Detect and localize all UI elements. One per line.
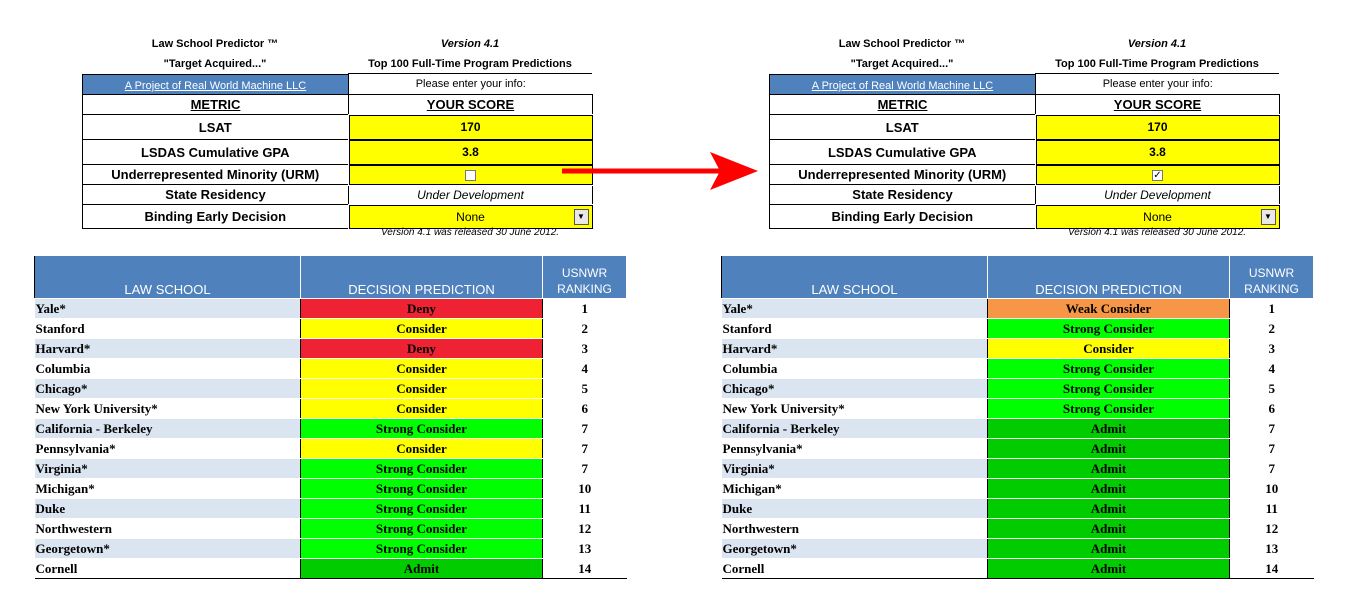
ranking-cell: 11 bbox=[1230, 499, 1314, 519]
school-name: Pennsylvania* bbox=[35, 439, 301, 459]
lsat-label: LSAT bbox=[770, 115, 1036, 140]
school-name: Northwestern bbox=[722, 519, 988, 539]
ranking-cell: 14 bbox=[1230, 559, 1314, 579]
metric-header: METRIC bbox=[83, 95, 349, 115]
school-name: New York University* bbox=[35, 399, 301, 419]
table-row bbox=[35, 539, 627, 559]
decision-prediction-cell: Strong Consider bbox=[301, 419, 543, 439]
school-name: Duke bbox=[722, 499, 988, 519]
residency-value: Under Development bbox=[1036, 185, 1280, 205]
ranking-cell: 12 bbox=[543, 519, 627, 539]
decision-prediction-cell: Strong Consider bbox=[988, 379, 1230, 399]
predictor-panel-left bbox=[34, 0, 634, 604]
ranking-cell: 12 bbox=[1230, 519, 1314, 539]
ranking-cell: 7 bbox=[1230, 439, 1314, 459]
subtitle: Top 100 Full-Time Program Predictions bbox=[348, 54, 592, 74]
decision-prediction-cell: Consider bbox=[301, 439, 543, 459]
decision-prediction-cell: Strong Consider bbox=[301, 519, 543, 539]
urm-cell bbox=[1036, 165, 1280, 185]
ranking-header-line2: RANKING bbox=[1244, 282, 1299, 296]
lsat-label: LSAT bbox=[83, 115, 349, 140]
decision-prediction-cell: Deny bbox=[301, 339, 543, 359]
table-row bbox=[35, 499, 627, 519]
app-title: Law School Predictor ™ bbox=[838, 38, 966, 50]
table-row bbox=[35, 379, 627, 399]
decision-prediction-cell: Strong Consider bbox=[301, 539, 543, 559]
project-cell bbox=[770, 75, 1036, 95]
school-name: California - Berkeley bbox=[722, 419, 988, 439]
table-row bbox=[722, 519, 1314, 539]
ranking-cell: 6 bbox=[543, 399, 627, 419]
decision-prediction-cell: Strong Consider bbox=[301, 479, 543, 499]
dropdown-arrow-icon[interactable]: ▼ bbox=[574, 209, 589, 225]
school-name: Georgetown* bbox=[35, 539, 301, 559]
school-name: Yale* bbox=[722, 299, 988, 319]
decision-prediction-cell: Strong Consider bbox=[988, 319, 1230, 339]
table-row bbox=[722, 359, 1314, 379]
school-name: Pennsylvania* bbox=[722, 439, 988, 459]
title-row bbox=[82, 34, 592, 54]
decision-prediction-cell: Admit bbox=[988, 479, 1230, 499]
ranking-cell: 5 bbox=[543, 379, 627, 399]
table-row bbox=[722, 399, 1314, 419]
lsat-input[interactable]: 170 bbox=[1036, 115, 1280, 140]
decision-prediction-cell: Admit bbox=[988, 519, 1230, 539]
bed-dropdown[interactable] bbox=[1036, 205, 1280, 229]
table-row bbox=[35, 459, 627, 479]
decision-prediction-cell: Consider bbox=[301, 359, 543, 379]
decision-prediction-cell: Admit bbox=[988, 499, 1230, 519]
table-row bbox=[722, 539, 1314, 559]
bed-label: Binding Early Decision bbox=[83, 205, 349, 229]
tagline: "Target Acquired..." bbox=[163, 58, 267, 70]
school-name: Harvard* bbox=[722, 339, 988, 359]
ranking-cell: 6 bbox=[1230, 399, 1314, 419]
project-cell bbox=[83, 75, 349, 95]
gpa-label: LSDAS Cumulative GPA bbox=[770, 140, 1036, 165]
ranking-cell: 4 bbox=[1230, 359, 1314, 379]
ranking-cell: 10 bbox=[543, 479, 627, 499]
decision-prediction-header: DECISION PREDICTION bbox=[301, 256, 543, 299]
decision-prediction-cell: Strong Consider bbox=[301, 499, 543, 519]
app-title: Law School Predictor ™ bbox=[151, 38, 279, 50]
ranking-cell: 1 bbox=[543, 299, 627, 319]
ranking-cell: 11 bbox=[543, 499, 627, 519]
school-name: Virginia* bbox=[722, 459, 988, 479]
decision-prediction-cell: Consider bbox=[301, 399, 543, 419]
school-name: Virginia* bbox=[35, 459, 301, 479]
table-row bbox=[35, 319, 627, 339]
red-arrow-icon bbox=[560, 150, 760, 192]
table-row bbox=[722, 419, 1314, 439]
urm-label: Underrepresented Minority (URM) bbox=[770, 165, 1036, 185]
ranking-cell: 3 bbox=[1230, 339, 1314, 359]
bed-value: None bbox=[456, 209, 485, 224]
school-name: Columbia bbox=[35, 359, 301, 379]
urm-cell bbox=[349, 165, 593, 185]
lsat-input[interactable]: 170 bbox=[349, 115, 593, 140]
decision-prediction-cell: Consider bbox=[301, 319, 543, 339]
gpa-input[interactable]: 3.8 bbox=[1036, 140, 1280, 165]
table-row bbox=[35, 299, 627, 319]
decision-prediction-cell: Strong Consider bbox=[988, 359, 1230, 379]
decision-prediction-cell: Consider bbox=[301, 379, 543, 399]
decision-prediction-cell: Strong Consider bbox=[988, 399, 1230, 419]
table-row bbox=[35, 339, 627, 359]
law-school-header: LAW SCHOOL bbox=[722, 256, 988, 299]
school-name: Cornell bbox=[35, 559, 301, 579]
decision-prediction-cell: Consider bbox=[988, 339, 1230, 359]
ranking-cell: 14 bbox=[543, 559, 627, 579]
ranking-cell: 2 bbox=[543, 319, 627, 339]
ranking-cell: 7 bbox=[543, 439, 627, 459]
school-name: Harvard* bbox=[35, 339, 301, 359]
subtitle: Top 100 Full-Time Program Predictions bbox=[1035, 54, 1279, 74]
subtitle-row bbox=[82, 54, 592, 74]
decision-prediction-cell: Admit bbox=[988, 419, 1230, 439]
table-row bbox=[35, 399, 627, 419]
enter-info-label: Please enter your info: bbox=[1036, 75, 1280, 95]
school-name: Georgetown* bbox=[722, 539, 988, 559]
gpa-label: LSDAS Cumulative GPA bbox=[83, 140, 349, 165]
ranking-cell: 13 bbox=[543, 539, 627, 559]
ranking-cell: 4 bbox=[543, 359, 627, 379]
table-row bbox=[35, 419, 627, 439]
ranking-cell: 3 bbox=[543, 339, 627, 359]
residency-label: State Residency bbox=[83, 185, 349, 205]
decision-prediction-cell: Strong Consider bbox=[301, 459, 543, 479]
school-name: Michigan* bbox=[35, 479, 301, 499]
decision-prediction-cell: Admit bbox=[988, 539, 1230, 559]
ranking-header bbox=[543, 256, 627, 299]
school-name: California - Berkeley bbox=[35, 419, 301, 439]
residency-label: State Residency bbox=[770, 185, 1036, 205]
urm-checkbox[interactable] bbox=[465, 170, 476, 181]
table-row bbox=[35, 519, 627, 539]
ranking-header-line2: RANKING bbox=[557, 282, 612, 296]
your-score-header: YOUR SCORE bbox=[349, 95, 593, 115]
law-school-header: LAW SCHOOL bbox=[35, 256, 301, 299]
version-label: Version 4.1 bbox=[440, 38, 500, 50]
version-label: Version 4.1 bbox=[1127, 38, 1187, 50]
predictions-table bbox=[721, 255, 1314, 579]
title-row bbox=[769, 34, 1279, 54]
bed-value: None bbox=[1143, 209, 1172, 224]
decision-prediction-cell: Deny bbox=[301, 299, 543, 319]
table-row bbox=[722, 459, 1314, 479]
ranking-cell: 7 bbox=[543, 459, 627, 479]
school-name: Chicago* bbox=[35, 379, 301, 399]
bed-label: Binding Early Decision bbox=[770, 205, 1036, 229]
ranking-cell: 2 bbox=[1230, 319, 1314, 339]
table-row bbox=[722, 339, 1314, 359]
release-note: Version 4.1 was released 30 June 2012. bbox=[380, 227, 560, 238]
predictions-table bbox=[34, 255, 627, 579]
dropdown-arrow-icon[interactable]: ▼ bbox=[1261, 209, 1276, 225]
ranking-cell: 13 bbox=[1230, 539, 1314, 559]
school-name: Michigan* bbox=[722, 479, 988, 499]
ranking-header-line1: USNWR bbox=[1248, 266, 1295, 280]
release-note: Version 4.1 was released 30 June 2012. bbox=[1067, 227, 1247, 238]
gpa-input[interactable]: 3.8 bbox=[349, 140, 593, 165]
table-row bbox=[35, 559, 627, 579]
ranking-header bbox=[1230, 256, 1314, 299]
school-name: Stanford bbox=[722, 319, 988, 339]
ranking-cell: 10 bbox=[1230, 479, 1314, 499]
decision-prediction-cell: Admit bbox=[988, 459, 1230, 479]
ranking-header-line1: USNWR bbox=[561, 266, 608, 280]
school-name: Northwestern bbox=[35, 519, 301, 539]
school-name: Stanford bbox=[35, 319, 301, 339]
table-row bbox=[35, 439, 627, 459]
ranking-cell: 7 bbox=[1230, 459, 1314, 479]
score-input-table bbox=[82, 74, 594, 230]
decision-prediction-cell: Admit bbox=[988, 439, 1230, 459]
table-row bbox=[722, 559, 1314, 579]
school-name: Cornell bbox=[722, 559, 988, 579]
score-input-table bbox=[769, 74, 1281, 230]
school-name: Chicago* bbox=[722, 379, 988, 399]
table-row bbox=[722, 439, 1314, 459]
school-name: Duke bbox=[35, 499, 301, 519]
ranking-cell: 1 bbox=[1230, 299, 1314, 319]
ranking-cell: 7 bbox=[543, 419, 627, 439]
table-row bbox=[35, 479, 627, 499]
project-link[interactable]: A Project of Real World Machine LLC bbox=[124, 80, 307, 92]
subtitle-row bbox=[769, 54, 1279, 74]
decision-prediction-cell: Admit bbox=[301, 559, 543, 579]
predictor-panel-right bbox=[721, 0, 1321, 604]
table-row bbox=[722, 499, 1314, 519]
decision-prediction-cell: Admit bbox=[988, 559, 1230, 579]
tagline: "Target Acquired..." bbox=[850, 58, 954, 70]
residency-value: Under Development bbox=[349, 185, 593, 205]
enter-info-label: Please enter your info: bbox=[349, 75, 593, 95]
decision-prediction-header: DECISION PREDICTION bbox=[988, 256, 1230, 299]
your-score-header: YOUR SCORE bbox=[1036, 95, 1280, 115]
table-row bbox=[35, 359, 627, 379]
school-name: Yale* bbox=[35, 299, 301, 319]
urm-checkbox[interactable]: ✓ bbox=[1153, 169, 1162, 181]
urm-label: Underrepresented Minority (URM) bbox=[83, 165, 349, 185]
decision-prediction-cell: Weak Consider bbox=[988, 299, 1230, 319]
school-name: Columbia bbox=[722, 359, 988, 379]
table-row bbox=[722, 299, 1314, 319]
table-row bbox=[722, 479, 1314, 499]
table-row bbox=[722, 319, 1314, 339]
school-name: New York University* bbox=[722, 399, 988, 419]
table-row bbox=[722, 379, 1314, 399]
bed-dropdown[interactable] bbox=[349, 205, 593, 229]
ranking-cell: 7 bbox=[1230, 419, 1314, 439]
project-link[interactable]: A Project of Real World Machine LLC bbox=[811, 80, 994, 92]
metric-header: METRIC bbox=[770, 95, 1036, 115]
ranking-cell: 5 bbox=[1230, 379, 1314, 399]
